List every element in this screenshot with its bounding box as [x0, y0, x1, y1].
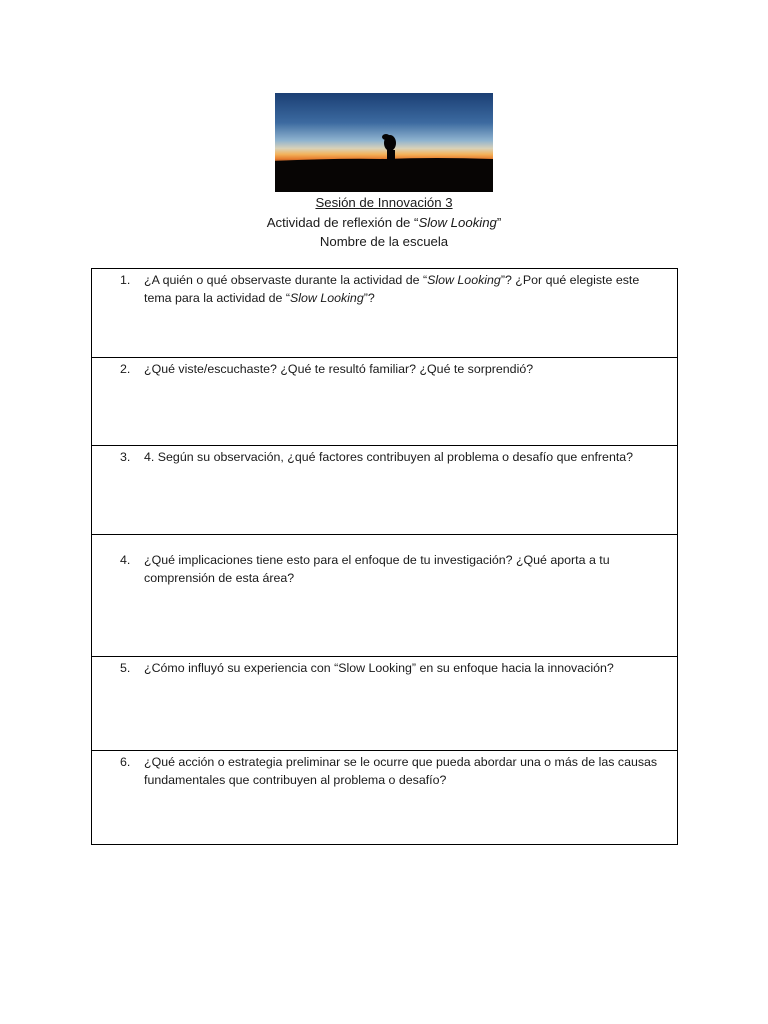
document-heading	[0, 193, 768, 252]
question-text-part: ¿Qué viste/escuchaste? ¿Qué te resultó familiar? ¿Qué te sorprendió?	[144, 362, 534, 376]
question-row	[92, 657, 677, 751]
question-row	[92, 269, 677, 358]
question-text-part: 4. Según su observación, ¿qué factores contribuyen al problema o desafío que enfrenta?	[144, 450, 634, 464]
questions-table	[91, 268, 678, 845]
question-number: 3.	[120, 450, 131, 464]
question-text	[144, 361, 659, 379]
question-text	[144, 449, 659, 467]
question-number: 1.	[120, 273, 131, 287]
sunset-silhouette-image	[275, 93, 493, 192]
question-text	[144, 660, 659, 678]
question-row	[92, 358, 677, 446]
question-number: 2.	[120, 362, 131, 376]
question-text-part: ”? ¿Por qué elegiste este tema para la actividad de “	[144, 273, 640, 305]
question-row	[92, 446, 677, 535]
question-text	[144, 272, 659, 307]
question-text-part: ”?	[363, 290, 375, 305]
question-text-part: ¿Cómo influyó su experiencia con “Slow Looking” en su enfoque hacia la innovación?	[144, 661, 614, 675]
question-text-part: ¿A quién o qué observaste durante la actividad de “	[144, 273, 428, 287]
question-text-part: ¿Qué acción o estrategia preliminar se le ocurre que pueda abordar una o más de las causas fundamentales que contribuyen al problema o desafío?	[144, 755, 658, 787]
question-number: 5.	[120, 661, 131, 675]
question-number: 4.	[120, 553, 131, 567]
question-number: 6.	[120, 755, 131, 769]
question-text	[144, 552, 659, 587]
question-text	[144, 754, 659, 789]
session-title: Sesión de Innovación 3	[315, 195, 453, 210]
question-row	[92, 751, 677, 844]
school-name: Nombre de la escuela	[319, 234, 449, 249]
question-text-italic: Slow Looking	[290, 290, 364, 305]
question-text-part: ¿Qué implicaciones tiene esto para el enfoque de tu investigación? ¿Qué aporta a tu comprensión de esta área?	[144, 553, 610, 585]
activity-subtitle: Actividad de reflexión de “Slow Looking”	[266, 214, 502, 230]
question-text-italic: Slow Looking	[427, 273, 501, 287]
question-row	[92, 535, 677, 657]
